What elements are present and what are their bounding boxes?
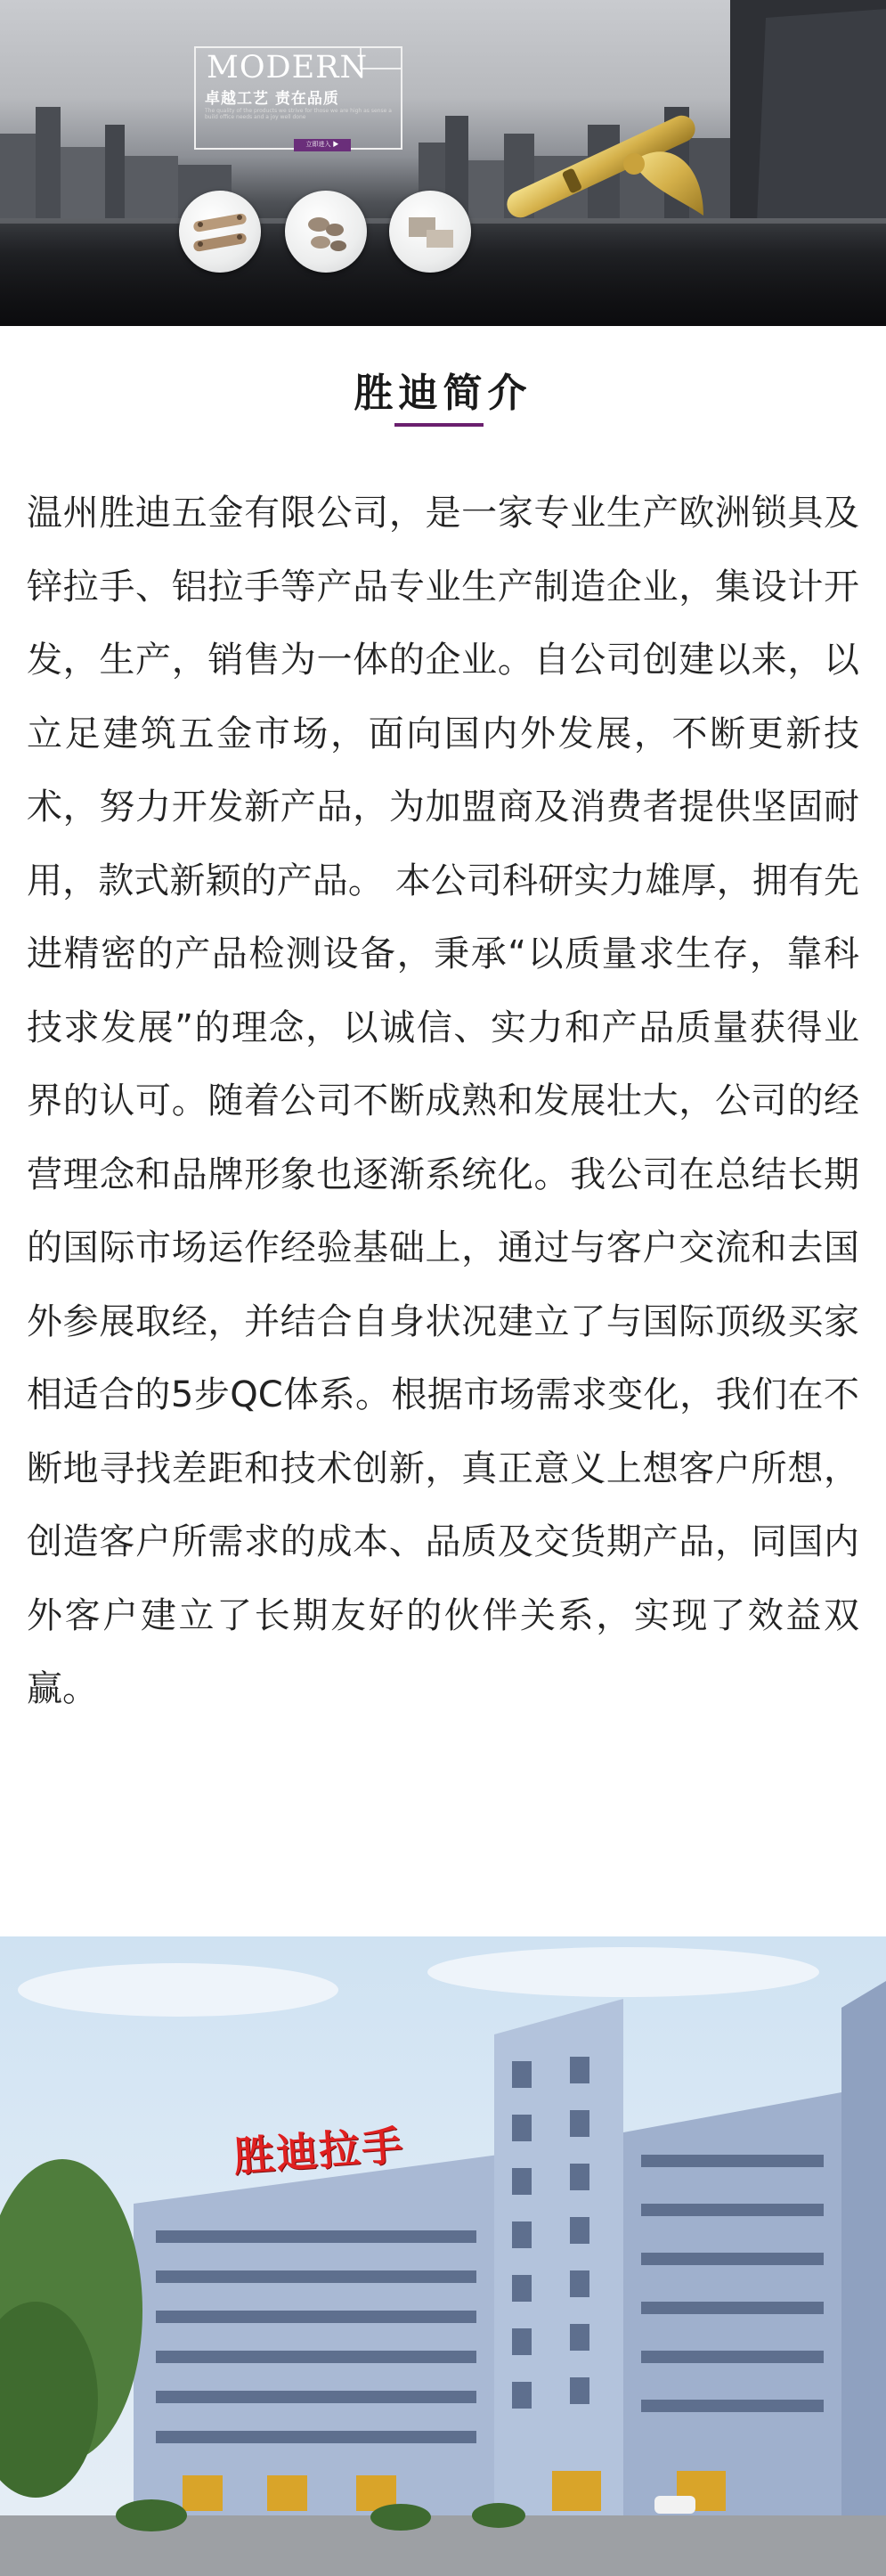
factory-building-image [0, 1936, 886, 2576]
factory-sign: 胜迪拉手 [232, 2121, 406, 2181]
section-title: 胜迪简介 [354, 371, 532, 416]
company-intro-paragraph: 温州胜迪五金有限公司，是一家专业生产欧洲锁具及锌拉手、铝拉手等产品专业生产制造企业，集设计开发，生产，销售为一体的企业。自公司创建以来，以立足建筑五金市场，面向国内外发展，不断更新技术，努力开发新产品，为加盟商及消费者提供坚固耐用，款式新颖的产品。 本公司科研实力雄厚，拥有先进精密的产品检测设备，秉承“以质量求生存，靠科技求发展”的理念，以诚信、实力和产品质量获得业界的认可。随着公司不断成熟和发展壮大，公司的经营理念和品牌形象也逐渐系统化。我公司在总结长期的国际市场运作经验基础上，通过与客户交流和去国外参展取经，并结合自身状况建立了与国际顶级买家相适合的5步QC体系。根据市场需求变化，我们在不断地寻找差距和技术创新，真正意义上想客户所想，创造客户所需求的成本、品质及交货期产品，同国内外客户建立了长期友好的伙伴关系，实现了效益双赢。 [27, 493, 859, 1709]
brand-small-text: The quality of the products we strive for those we are high as sense a build office needs and a joy well done [205, 108, 392, 120]
handle-plates-icon [179, 191, 261, 273]
square-plates-icon [389, 191, 471, 273]
brand-title-en: MODERN [207, 50, 369, 86]
brand-slogan-cn: 卓越工艺 责在品质 [205, 90, 339, 108]
section-title-underline [394, 423, 484, 427]
hero-banner [0, 0, 886, 326]
knobs-icon [285, 191, 367, 273]
factory-building-drawing [0, 1936, 886, 2576]
product-thumb-handle-plates[interactable] [179, 191, 261, 273]
product-thumb-plates[interactable] [389, 191, 471, 273]
product-thumb-knobs[interactable] [285, 191, 367, 273]
gold-door-handle-image [481, 100, 721, 242]
enter-button[interactable]: 立即进入 ▶ [294, 139, 351, 151]
